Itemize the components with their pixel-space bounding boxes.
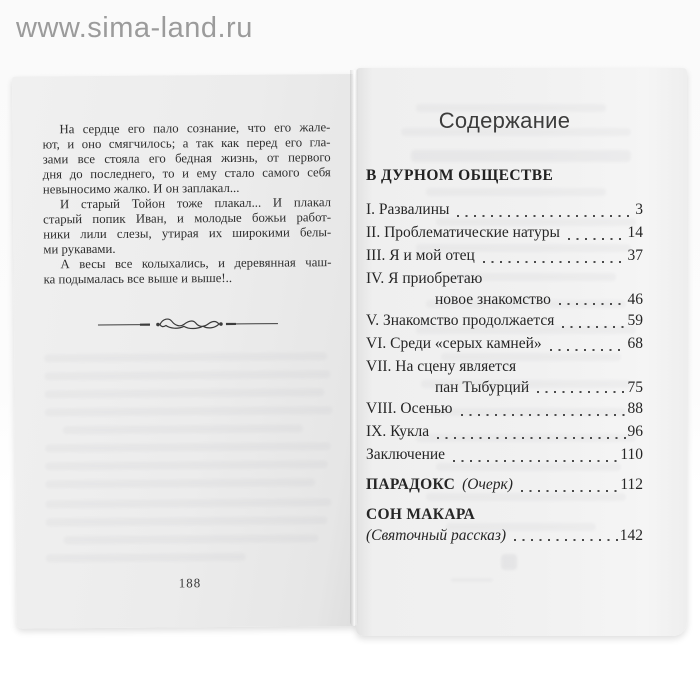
- dot-leader: [559, 303, 626, 305]
- toc-row: [366, 444, 643, 466]
- dot-leader: [461, 414, 626, 416]
- story-line: И старый Тойон тоже плакал... И плакал: [59, 195, 332, 212]
- story-line: ют, и оно смягчилось; а так как перед его гла-: [42, 135, 331, 152]
- toc-entry-title: VIII. Осенью: [366, 400, 453, 417]
- toc-entry-title: IV. Я приобретаю: [366, 270, 483, 287]
- dot-leader: [453, 460, 618, 462]
- dot-leader: [437, 437, 625, 439]
- toc-entry-title: I. Развалины: [366, 201, 450, 218]
- toc-row: [366, 333, 643, 355]
- dot-leader: [521, 490, 618, 492]
- showthrough-line: [45, 478, 315, 488]
- toc-row-continuation: [366, 527, 643, 545]
- toc-entry-page: 59: [627, 312, 643, 329]
- toc-entry-page: 96: [627, 423, 643, 440]
- dot-leader: [514, 539, 618, 541]
- toc-row: [366, 421, 643, 443]
- story-line: ники лили слезы, утирая их широкими белы-: [43, 225, 332, 242]
- toc-entry-title: новое знакомство: [435, 291, 551, 308]
- toc-entry-page: 37: [627, 247, 643, 264]
- showthrough-line: [45, 460, 328, 470]
- toc-entry-title: ПАРАДОКС: [366, 476, 456, 493]
- book-page-right: [356, 68, 687, 636]
- dot-leader: [568, 238, 626, 240]
- toc-row: [366, 356, 643, 378]
- dot-leader: [457, 215, 633, 217]
- story-text-block: [42, 120, 331, 287]
- toc-entry-title: III. Я и мой отец: [366, 247, 475, 264]
- showthrough-line: [44, 370, 330, 380]
- toc-entry-title: II. Проблематические натуры: [366, 224, 560, 241]
- toc-row: [366, 245, 643, 267]
- toc-entry-subtitle: (Очерк): [462, 476, 513, 493]
- table-of-contents: [366, 108, 643, 546]
- story-line: зами все стояла его бедная жизнь, от первого: [42, 150, 331, 167]
- showthrough-line: [45, 442, 331, 452]
- watermark-url: www.sima-land.ru: [16, 12, 253, 44]
- toc-entry-title: VII. На сцену является: [366, 358, 517, 375]
- showthrough-line: [44, 388, 324, 398]
- toc-entry-page: 14: [627, 224, 643, 241]
- dot-leader: [483, 261, 626, 263]
- toc-entry-title: пан Тыбурций: [435, 379, 530, 396]
- story-line: На сердце его пало сознание, что его жале-: [59, 120, 331, 137]
- toc-list: [366, 199, 643, 545]
- toc-heading: Содержание: [438, 108, 571, 133]
- showthrough-line: [46, 553, 246, 563]
- story-line: А весы все колыхались, и деревянная чаш-: [60, 255, 332, 272]
- showthrough-line: [45, 406, 333, 416]
- toc-entry-subtitle: (Святочный рассказ): [366, 527, 507, 544]
- toc-row: [366, 504, 643, 526]
- flourish-divider-icon: [44, 314, 332, 337]
- toc-entry-title: V. Знакомство продолжается: [366, 312, 555, 329]
- showthrough-line: [63, 424, 303, 434]
- showthrough-line: [45, 498, 331, 508]
- book-page-left: [12, 74, 357, 629]
- toc-entry-page: 110: [620, 446, 643, 463]
- dot-leader: [550, 349, 626, 351]
- story-line: ми рукавами.: [43, 241, 116, 257]
- showthrough-line: [64, 534, 319, 544]
- book-spine-gutter: [350, 70, 358, 626]
- dot-leader: [537, 391, 625, 393]
- showthrough-line: [451, 578, 493, 582]
- toc-entry-page: 88: [627, 400, 643, 417]
- toc-row: [366, 474, 643, 496]
- toc-entry-title: СОН МАКАРА: [366, 506, 476, 523]
- toc-entry-page: 68: [627, 335, 643, 352]
- toc-entry-page: 142: [619, 527, 643, 544]
- story-line: невыносимо жалко. И он заплакал...: [42, 180, 240, 197]
- toc-entry-page: 75: [627, 379, 643, 396]
- story-line: ка подымалась все выше и выше!..: [43, 270, 233, 287]
- toc-row: [366, 199, 643, 221]
- dot-leader: [562, 326, 625, 328]
- page-number: 188: [178, 575, 202, 591]
- toc-row-continuation: [366, 291, 643, 309]
- toc-entry-title: IX. Кукла: [366, 423, 430, 440]
- toc-section-title: В ДУРНОМ ОБЩЕСТВЕ: [366, 167, 554, 184]
- toc-entry-title: Заключение: [366, 446, 446, 463]
- toc-row-continuation: [366, 379, 643, 397]
- toc-row: [366, 222, 643, 244]
- showthrough-mark: [501, 554, 517, 570]
- showthrough-line: [44, 352, 327, 362]
- toc-entry-page: 46: [627, 291, 643, 308]
- toc-row: [366, 268, 643, 290]
- toc-entry-title: VI. Среди «серых камней»: [366, 335, 542, 352]
- showthrough-line: [45, 516, 327, 526]
- story-line: дня до последнего, то и ему стало самого себя: [42, 165, 331, 182]
- story-line: старый попик Иван, и молодые божьи работ-: [43, 210, 332, 227]
- toc-entry-page: 3: [635, 201, 643, 218]
- toc-entry-page: 112: [620, 476, 643, 493]
- toc-row: [366, 310, 643, 332]
- toc-row: [366, 398, 643, 420]
